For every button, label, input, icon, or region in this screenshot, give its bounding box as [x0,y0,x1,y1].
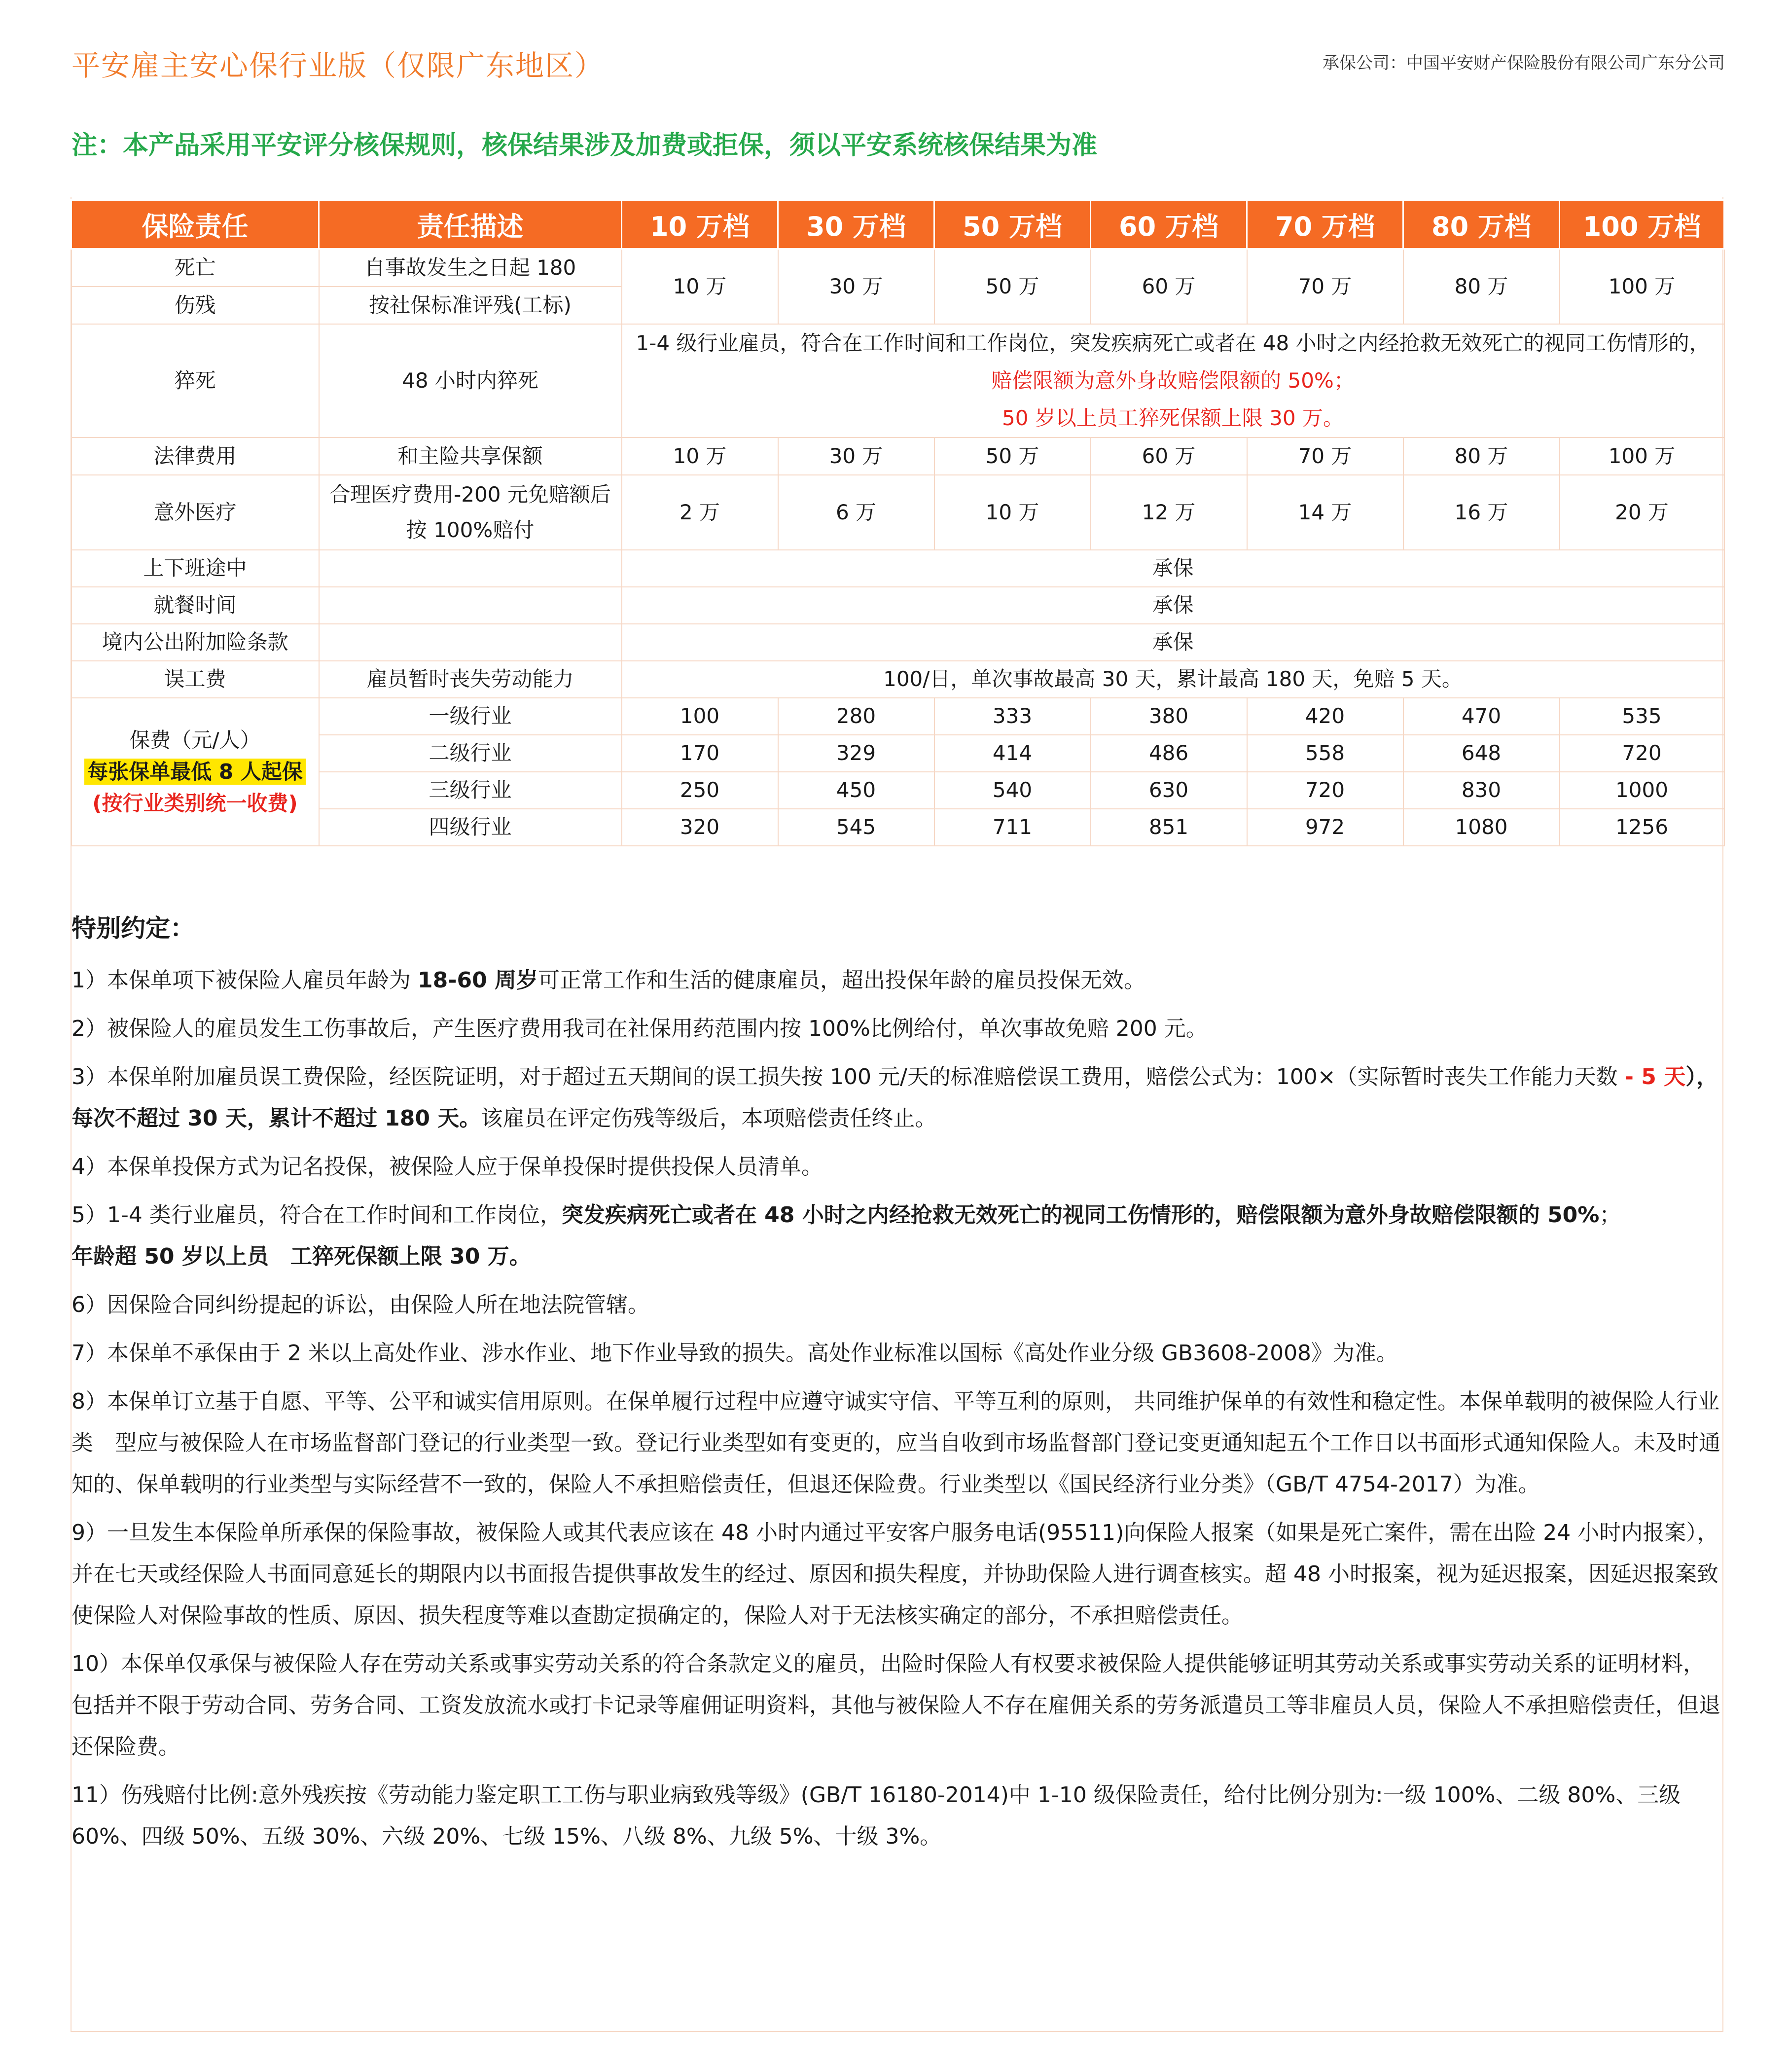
amount-cell: 60 万 [1091,249,1247,325]
premium-cell: 830 [1403,772,1560,809]
amount-cell: 14 万 [1247,475,1403,550]
underwriting-note: 注：本产品采用平安评分核保规则，核保结果涉及加费或拒保，须以平安系统核保结果为准 [72,130,1098,160]
underwriter-text: 承保公司：中国平安财产保险股份有限公司广东分公司 [1323,53,1725,73]
coverage-desc [319,624,622,661]
premium-cell: 972 [1247,809,1403,846]
table-row-meal [72,587,1724,624]
header-cell: 100 万档 [1560,200,1724,249]
coverage-label: 误工费 [72,661,319,698]
term-paragraph: 1）本保单项下被保险人雇员年龄为 18-60 周岁可正常工作和生活的健康雇员，超出投保年龄的雇员投保无效。 [72,968,1146,993]
table-row-death [72,249,1724,287]
premium-label-cell [72,698,319,846]
amount-cell: 70 万 [1247,437,1403,475]
header-cell: 10 万档 [622,200,778,249]
header-cell: 70 万档 [1247,200,1403,249]
amount-cell: 20 万 [1560,475,1724,550]
premium-cell: 648 [1403,735,1560,772]
amount-cell: 2 万 [622,475,778,550]
coverage-desc [319,550,622,587]
premium-cell: 545 [778,809,934,846]
amount-cell: 6 万 [778,475,934,550]
premium-cell: 720 [1247,772,1403,809]
term-paragraph: 2）被保险人的雇员发生工伤事故后，产生医疗费用我司在社保用药范围内按 100%比例给付，单次事故免赔 200 元。 [72,1016,1208,1041]
min-insured-badge: 每张保单最低 8 人起保 [84,759,305,785]
term-paragraph: 10）本保单仅承保与被保险人存在劳动关系或事实劳动关系的符合条款定义的雇员，出险时保险人有权要求被保险人提供能够证明其劳动关系或事实劳动关系的证明材料，包括并不限于劳动合同、劳务合同、工资发放流水或打卡记录等雇佣证明资料，其他与被保险人不存在雇佣关系的劳务派遣员工等非雇员人员，保险人不承担赔偿责任，但退还保险费。 [72,1651,1720,1759]
special-terms-heading: 特别约定： [72,914,195,943]
sudden-limit-line: 赔偿限额为意外身故赔偿限额的 50%； [991,368,1355,393]
table-row-medical [72,475,1724,550]
amount-cell: 60 万 [1091,437,1247,475]
table-row-commute [72,550,1724,587]
premium-cell: 630 [1091,772,1247,809]
premium-cell: 450 [778,772,934,809]
premium-cell: 170 [622,735,778,772]
coverage-value: 100/日，单次事故最高 30 天，累计最高 180 天，免赔 5 天。 [622,661,1724,698]
term-paragraph: 3）本保单附加雇员误工费保险，经医院证明，对于超过五天期间的误工损失按 100 元/天的标准赔偿误工费用，赔偿公式为：100×（实际暂时丧失工作能力天数 - 5 天），每次不超过 30 天，累计不超过 180 天。该雇员在评定伤残等级后，本项赔偿责任终止。 [72,1064,1718,1131]
coverage-value: 承保 [622,624,1724,661]
amount-cell: 16 万 [1403,475,1560,550]
coverage-label: 死亡 [72,249,319,287]
amount-cell: 50 万 [934,437,1091,475]
coverage-desc [319,475,622,550]
amount-cell: 12 万 [1091,475,1247,550]
coverage-label: 法律费用 [72,437,319,475]
coverage-desc: 自事故发生之日起 180 [319,249,622,287]
coverage-table [71,199,1725,846]
premium-cell: 100 [622,698,778,735]
amount-cell: 10 万 [934,475,1091,550]
industry-class: 二级行业 [319,735,622,772]
amount-cell: 70 万 [1247,249,1403,325]
premium-cell: 535 [1560,698,1724,735]
sudden-text-line: 1-4 级行业雇员，符合在工作时间和工作岗位，突发疾病死亡或者在 48 小时之内经抢救无效死亡的视同工伤情形的， [636,331,1710,355]
header-cell: 50 万档 [934,200,1091,249]
term-paragraph: 8）本保单订立基于自愿、平等、公平和诚实信用原则。在保单履行过程中应遵守诚实守信、平等互利的原则， 共同维护保单的有效性和稳定性。本保单载明的被保险人行业类 型应与被保险人在市场监督部门登记的行业类型一致。登记行业类型如有变更的，应当自收到市场监督部门登记变更通知起五个工作日以书面形式通知保险人。未及时通知的、保单载明的行业类型与实际经营不一致的，保险人不承担赔偿责任，但退还保险费。行业类型以《国民经济行业分类》（GB/T 4754-2017）为准。 [72,1389,1720,1497]
term-paragraph: 9）一旦发生本保险单所承保的保险事故，被保险人或其代表应该在 48 小时内通过平安客户服务电话(95511)向保险人报案（如果是死亡案件，需在出险 24 小时内报案），并在七天或经保险人书面同意延长的期限内以书面报告提供事故发生的经过、原因和损失程度，并协助保险人进行调查核实。超 48 小时报案，视为延迟报案，因延迟报案致使保险人对保险事故的性质、原因、损失程度等难以查勘定损确定的，保险人对于无法核实确定的部分，不承担赔偿责任。 [72,1520,1719,1628]
table-row-legal [72,437,1724,475]
amount-cell: 30 万 [778,249,934,325]
amount-cell: 50 万 [934,249,1091,325]
premium-cell: 540 [934,772,1091,809]
premium-cell: 280 [778,698,934,735]
premium-cell: 720 [1560,735,1724,772]
premium-cell: 711 [934,809,1091,846]
premium-cell: 380 [1091,698,1247,735]
term-paragraph: 4）本保单投保方式为记名投保，被保险人应于保单投保时提供投保人员清单。 [72,1154,823,1179]
premium-cell: 1256 [1560,809,1724,846]
premium-label: 保费（元/人） [129,728,261,752]
coverage-label: 境内公出附加险条款 [72,624,319,661]
premium-cell: 329 [778,735,934,772]
coverage-label: 猝死 [72,324,319,437]
industry-class: 一级行业 [319,698,622,735]
coverage-label: 伤残 [72,287,319,324]
premium-cell: 558 [1247,735,1403,772]
term-paragraph: 6）因保险合同纠纷提起的诉讼，由保险人所在地法院管辖。 [72,1292,649,1317]
amount-cell: 80 万 [1403,437,1560,475]
header-cell: 保险责任 [72,200,319,249]
premium-cell: 250 [622,772,778,809]
premium-cell: 414 [934,735,1091,772]
document-title: 平安雇主安心保行业版（仅限广东地区） [72,49,605,82]
premium-cell: 320 [622,809,778,846]
amount-cell: 100 万 [1560,437,1724,475]
sudden-death-terms [622,324,1724,437]
premium-cell: 420 [1247,698,1403,735]
table-row-premium [72,772,1724,809]
special-terms [72,908,1721,1864]
amount-cell: 30 万 [778,437,934,475]
coverage-desc: 和主险共享保额 [319,437,622,475]
premium-by-class-note: (按行业类别统一收费) [92,791,298,815]
premium-cell: 470 [1403,698,1560,735]
table-row-premium [72,698,1724,735]
premium-cell: 486 [1091,735,1247,772]
coverage-desc: 按社保标准评残(工标) [319,287,622,324]
medical-desc-line: 合理医疗费用-200 元免赔额后 [329,482,611,507]
sudden-age-line: 50 岁以上员工猝死保额上限 30 万。 [1002,406,1344,430]
header-cell: 30 万档 [778,200,934,249]
premium-cell: 851 [1091,809,1247,846]
coverage-value: 承保 [622,550,1724,587]
industry-class: 四级行业 [319,809,622,846]
term-paragraph: 7）本保单不承保由于 2 米以上高处作业、涉水作业、地下作业导致的损失。高处作业标准以国标《高处作业分级 GB3608-2008》为准。 [72,1341,1398,1366]
table-row-lost-wage [72,661,1724,698]
amount-cell: 10 万 [622,437,778,475]
medical-desc-line: 按 100%赔付 [406,518,535,542]
coverage-label: 就餐时间 [72,587,319,624]
header-cell: 80 万档 [1403,200,1560,249]
table-row-sudden-death [72,324,1724,437]
premium-cell: 1000 [1560,772,1724,809]
table-row-domestic [72,624,1724,661]
term-paragraph: 11）伤残赔付比例:意外残疾按《劳动能力鉴定职工工伤与职业病致残等级》(GB/T 16180-2014)中 1-10 级保险责任，给付比例分别为:一级 100%、二级 80%、三级 60%、四级 50%、五级 30%、六级 20%、七级 15%、八级 8%、九级 5%、十级 3%。 [72,1782,1681,1849]
coverage-value: 承保 [622,587,1724,624]
industry-class: 三级行业 [319,772,622,809]
amount-cell: 10 万 [622,249,778,325]
term-paragraph: 5）1-4 类行业雇员，符合在工作时间和工作岗位，突发疾病死亡或者在 48 小时之内经抢救无效死亡的视同工伤情形的，赔偿限额为意外身故赔偿限额的 50%； 年龄超 50 岁以上员 工猝死保额上限 30 万。 [72,1202,1621,1269]
table-header-row [72,200,1724,249]
table-row-premium [72,735,1724,772]
coverage-desc: 雇员暂时丧失劳动能力 [319,661,622,698]
header-cell: 责任描述 [319,200,622,249]
coverage-label: 意外医疗 [72,475,319,550]
premium-cell: 333 [934,698,1091,735]
table-row-premium [72,809,1724,846]
header-cell: 60 万档 [1091,200,1247,249]
coverage-desc: 48 小时内猝死 [319,324,622,437]
amount-cell: 80 万 [1403,249,1560,325]
premium-cell: 1080 [1403,809,1560,846]
amount-cell: 100 万 [1560,249,1724,325]
coverage-label: 上下班途中 [72,550,319,587]
coverage-desc [319,587,622,624]
